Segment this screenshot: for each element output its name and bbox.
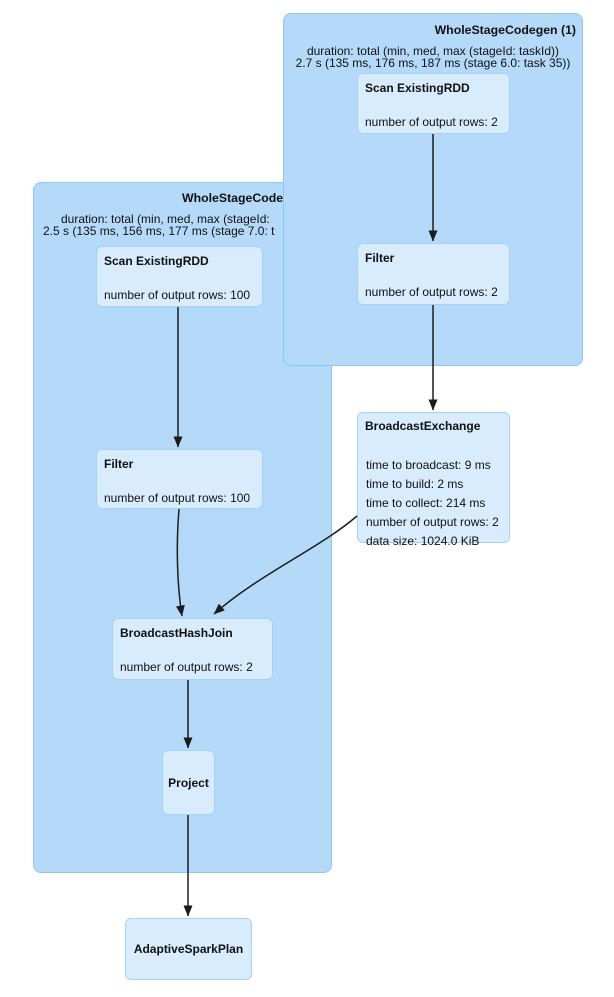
plan-node-broadcast-hash-join[interactable] [112, 618, 273, 680]
plan-node-scan-existingrdd-1[interactable] [357, 73, 510, 134]
cluster-title: WholeStageCode [182, 191, 284, 205]
plan-node-filter-1[interactable] [357, 243, 510, 305]
node-title: Scan ExistingRDD [104, 254, 209, 268]
node-title: Project [168, 775, 209, 790]
cluster-duration-value: 2.5 s (135 ms, 156 ms, 177 ms (stage 7.0: t [43, 223, 275, 238]
plan-node-filter-2[interactable] [96, 449, 263, 509]
node-title: Filter [365, 251, 395, 265]
node-title: AdaptiveSparkPlan [133, 942, 244, 956]
node-metric: data size: 1024.0 KiB [366, 534, 480, 548]
node-metric: number of output rows: 100 [104, 288, 251, 302]
plan-node-broadcast-exchange[interactable] [357, 412, 510, 548]
cluster-duration-label: duration: total (min, med, max (stageId: [61, 212, 270, 226]
plan-node-project[interactable] [162, 750, 215, 815]
node-metric: number of output rows: 2 [365, 115, 498, 129]
node-title: Filter [104, 457, 134, 471]
node-metric: number of output rows: 2 [120, 660, 253, 674]
node-metrics [366, 456, 499, 551]
node-metric: time to broadcast: 9 ms [366, 458, 491, 472]
node-metric: number of output rows: 2 [365, 285, 498, 299]
cluster-duration-label: duration: total (min, med, max (stageId: taskId)) [306, 44, 560, 58]
node-title: Scan ExistingRDD [365, 81, 470, 95]
node-metric: time to build: 2 ms [366, 477, 464, 491]
node-title: BroadcastExchange [365, 419, 481, 433]
cluster-wholestagecodegen-1 [283, 13, 583, 366]
node-title: BroadcastHashJoin [120, 626, 233, 640]
node-metric: number of output rows: 2 [366, 515, 499, 529]
node-metric: number of output rows: 100 [104, 491, 251, 505]
node-metric: time to collect: 214 ms [366, 496, 486, 510]
plan-node-adaptive-spark-plan[interactable] [125, 918, 252, 980]
plan-node-scan-existingrdd-2[interactable] [96, 246, 263, 307]
cluster-duration-value: 2.7 s (135 ms, 176 ms, 187 ms (stage 6.0: task 35)) [295, 55, 571, 70]
cluster-title: WholeStageCodegen (1) [434, 23, 576, 37]
